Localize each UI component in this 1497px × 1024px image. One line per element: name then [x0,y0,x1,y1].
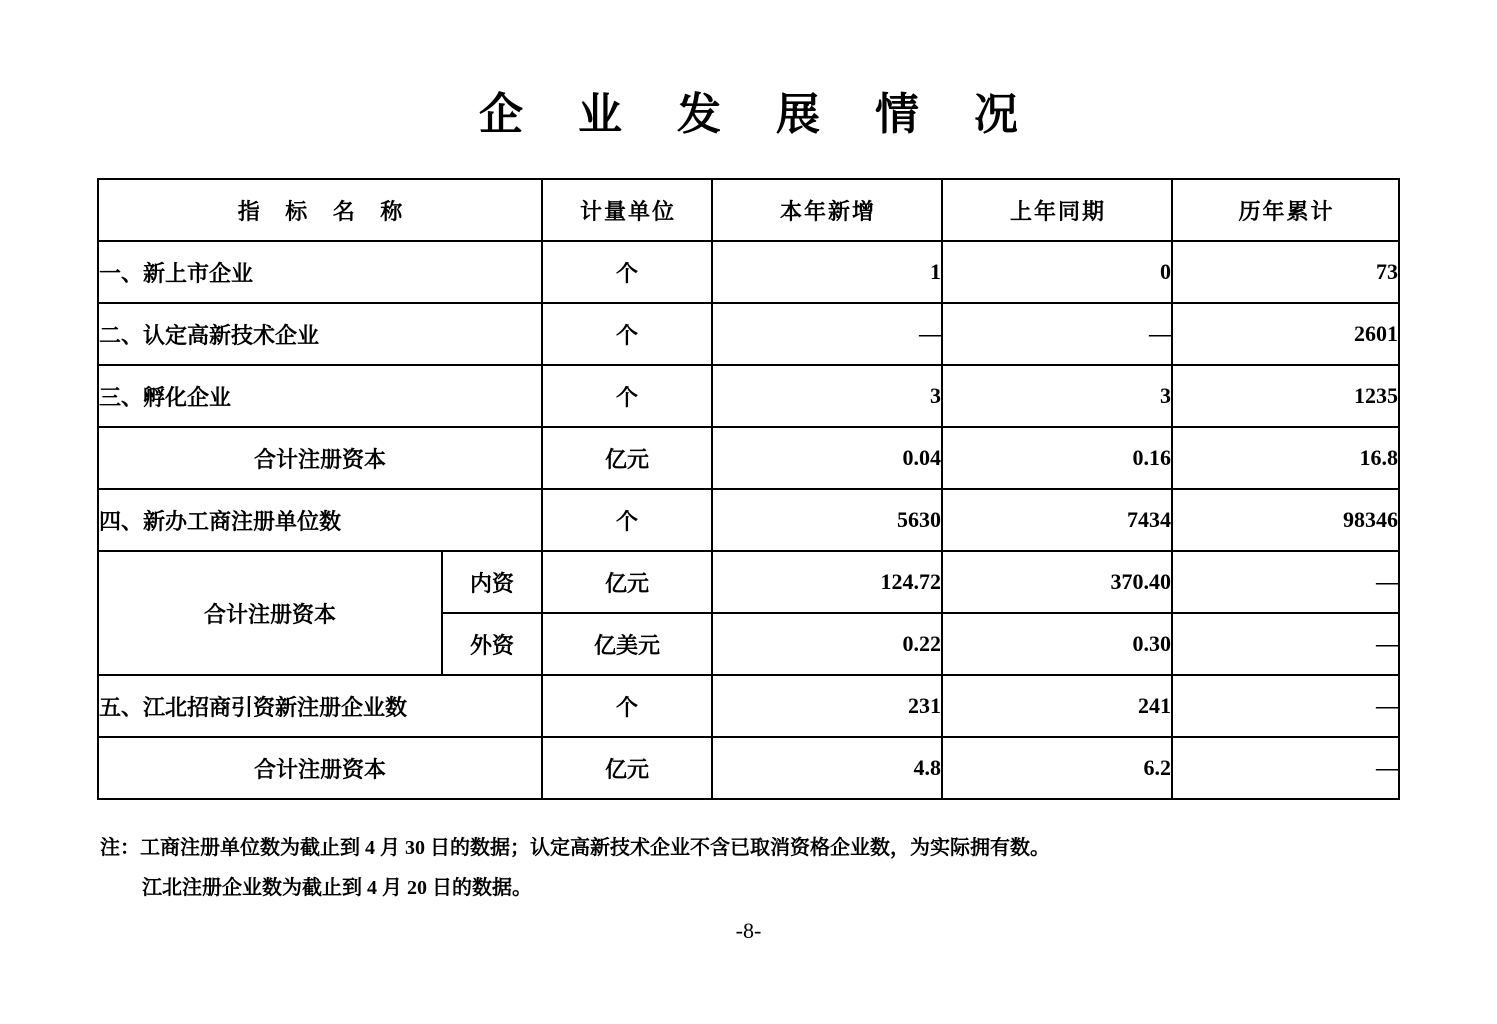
row-total: 1235 [1172,365,1399,427]
row-lastyear: 241 [942,675,1172,737]
row-label: 二、认定高新技术企业 [98,303,542,365]
row-unit: 个 [542,303,712,365]
row-total: — [1172,613,1399,675]
row-label: 一、新上市企业 [98,241,542,303]
row-unit: 个 [542,675,712,737]
table-row [98,675,1399,737]
row-current: 3 [712,365,942,427]
page-number: -8- [735,918,762,943]
row-current: 0.22 [712,613,942,675]
enterprise-development-table [97,178,1400,800]
header-last-year-same-period: 上年同期 [942,179,1172,241]
row-total: — [1172,675,1399,737]
row-lastyear: 0.16 [942,427,1172,489]
table-row [98,737,1399,799]
table-notes [100,828,1420,908]
row-current: 0.04 [712,427,942,489]
table-row [98,365,1399,427]
row-label: 五、江北招商引资新注册企业数 [98,675,542,737]
row-unit: 亿元 [542,737,712,799]
row-current: 124.72 [712,551,942,613]
row-unit: 亿美元 [542,613,712,675]
row-lastyear: 0.30 [942,613,1172,675]
row-current: 4.8 [712,737,942,799]
table-row [98,303,1399,365]
row-unit: 个 [542,241,712,303]
table-row [98,427,1399,489]
row-total: — [1172,551,1399,613]
note-line-2: 江北注册企业数为截止到 4 月 20 日的数据。 [142,877,532,899]
row-total: 2601 [1172,303,1399,365]
table-row [98,241,1399,303]
row-subcategory-domestic: 内资 [442,551,542,613]
row-total: 73 [1172,241,1399,303]
note-line-1: 注：工商注册单位数为截止到 4 月 30 日的数据；认定高新技术企业不含已取消资格企业数，为实际拥有数。 [100,837,1050,859]
row-unit: 亿元 [542,551,712,613]
header-unit: 计量单位 [542,179,712,241]
row-current: 1 [712,241,942,303]
row-label: 三、孵化企业 [98,365,542,427]
row-current: — [712,303,942,365]
row-unit: 亿元 [542,427,712,489]
row-unit: 个 [542,489,712,551]
table-row [98,551,1399,613]
row-label-merged: 合计注册资本 [98,551,442,675]
header-cumulative: 历年累计 [1172,179,1399,241]
header-current-year-new: 本年新增 [712,179,942,241]
row-total: — [1172,737,1399,799]
row-current: 231 [712,675,942,737]
row-label: 合计注册资本 [98,737,542,799]
row-lastyear: 3 [942,365,1172,427]
table-header-row [98,179,1399,241]
row-lastyear: 6.2 [942,737,1172,799]
row-lastyear: 7434 [942,489,1172,551]
row-total: 16.8 [1172,427,1399,489]
table-row [98,489,1399,551]
row-current: 5630 [712,489,942,551]
row-lastyear: — [942,303,1172,365]
row-unit: 个 [542,365,712,427]
row-subcategory-foreign: 外资 [442,613,542,675]
row-total: 98346 [1172,489,1399,551]
header-indicator-name: 指 标 名 称 [98,179,542,241]
row-lastyear: 0 [942,241,1172,303]
row-lastyear: 370.40 [942,551,1172,613]
page-title: 企 业 发 展 情 况 [479,90,1040,139]
row-label: 四、新办工商注册单位数 [98,489,542,551]
row-label: 合计注册资本 [98,427,542,489]
